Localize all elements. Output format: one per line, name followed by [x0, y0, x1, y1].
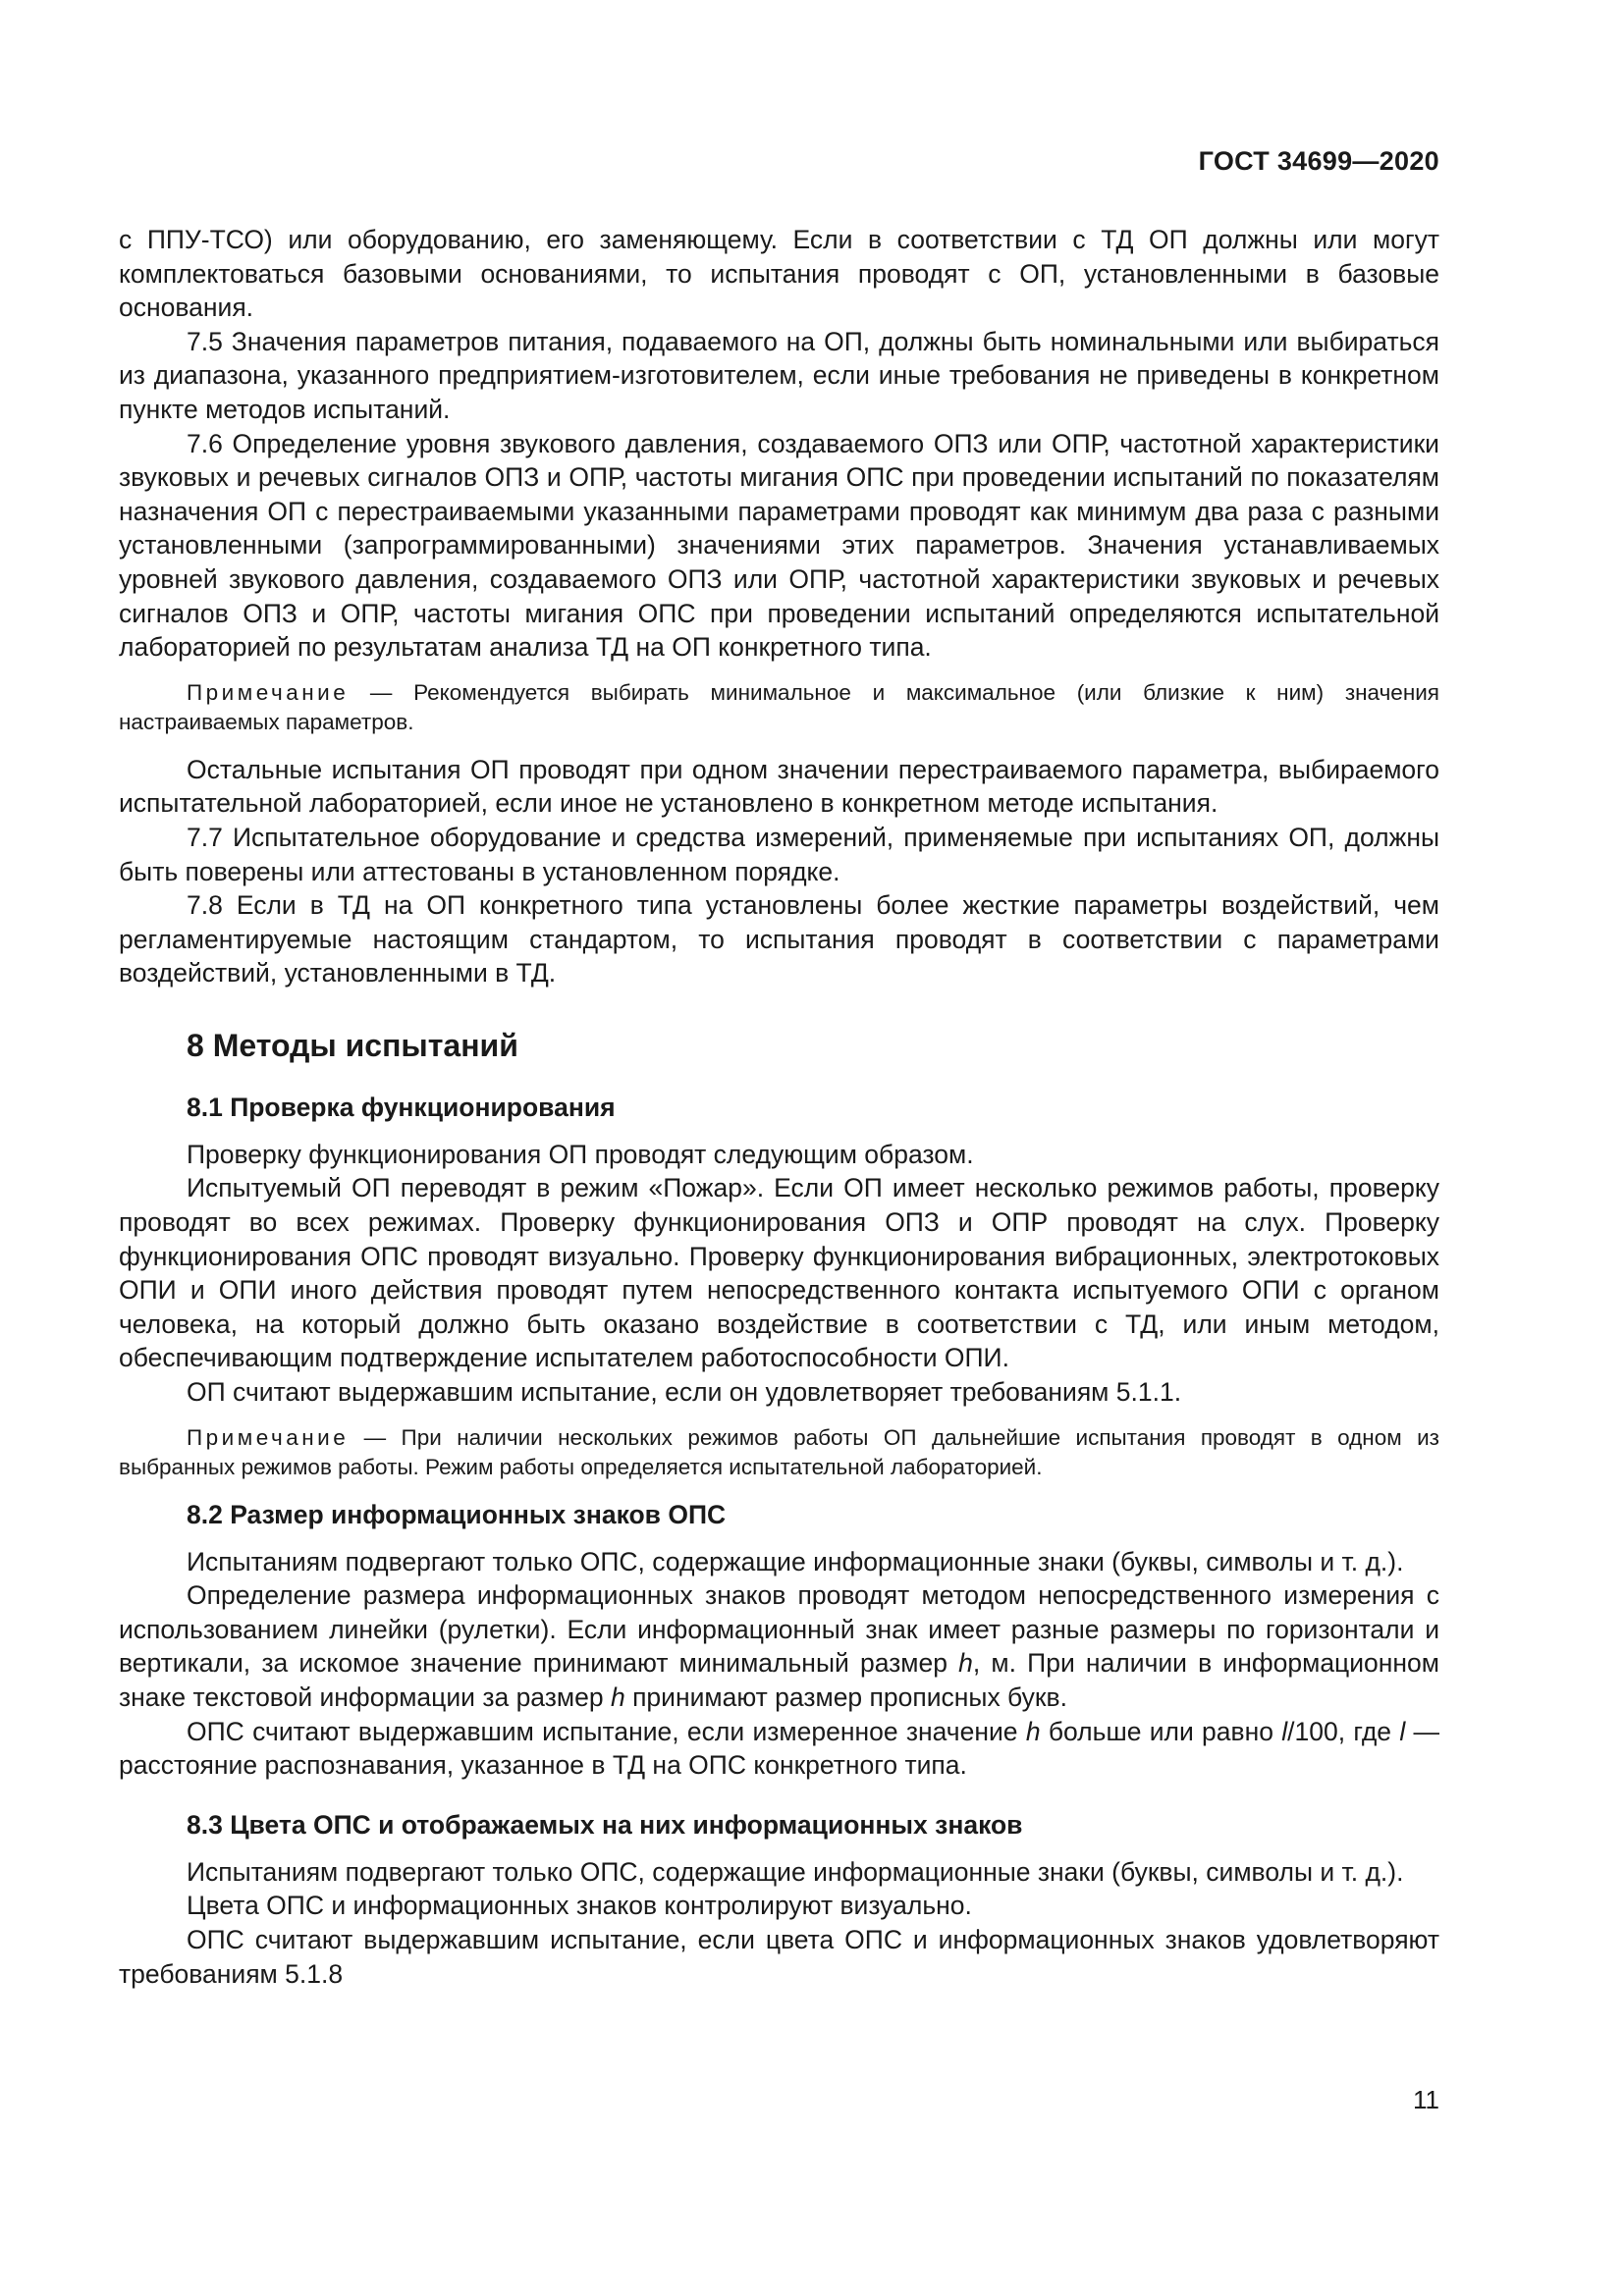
text-run: Определение размера информационных знаков проводят методом непосредственного измерения с использованием линейки (рулетки). Если информационный знак имеет разные размеры по горизонтали и вертикали, за искомое значение принимают минимальный размер: [119, 1580, 1439, 1679]
note-1: [119, 678, 1439, 737]
note-label: Примечание: [187, 1424, 350, 1450]
text-run: принимают размер прописных букв.: [624, 1682, 1067, 1712]
clause-7-8: 7.8 Если в ТД на ОП конкретного типа установлены более жесткие параметры воздействий, чем регламентируемые настоящим стандартом, то испытания проводят в соответствии с параметрами воздействий, установленными в ТД.: [119, 890, 1439, 988]
paragraph: [119, 1578, 1439, 1714]
text-run: /100, где: [1287, 1716, 1400, 1746]
paragraph: [119, 1715, 1439, 1783]
subsection-8-1-heading: 8.1 Проверка функционирования: [187, 1092, 616, 1122]
var-h: h: [958, 1648, 973, 1679]
note-label: Примечание: [187, 679, 350, 705]
note-2: [119, 1423, 1439, 1482]
paragraph: Испытаниям подвергают только ОПС, содержащие информационные знаки (буквы, символы и т. д.).: [187, 1546, 1404, 1576]
paragraph: Испытуемый ОП переводят в режим «Пожар». Если ОП имеет несколько режимов работы, проверку проводят во всех режимах. Проверку функционирования ОПЗ и ОПР проводят на слух. Проверку функционирования ОПС проводят визуально. Проверку функционирования вибрационных, электротоковых ОПИ и ОПИ иного действия проводят путем непосредственного контакта испытуемого ОПИ с органом человека, на который должно быть оказано воздействие в соответствии с ТД, или иным методом, обеспечивающим подтверждение испытателем работоспособности ОПИ.: [119, 1173, 1439, 1373]
page-number: 11: [1413, 2085, 1439, 2114]
paragraph: Проверку функционирования ОП проводят следующим образом.: [187, 1139, 974, 1169]
clause-7-6: 7.6 Определение уровня звукового давления, создаваемого ОПЗ или ОПР, частотной характеристики звуковых и речевых сигналов ОПЗ и ОПР, частоты мигания ОПС при проведении испытаний по показателям назначения ОП с перестраиваемыми указанными параметрами проводят как минимум два раза с разными установленными (запрограммированными) значениями этих параметров. Значения устанавливаемых уровней звукового давления, создаваемого ОПЗ или ОПР, частотной характеристики звуковых и речевых сигналов ОПЗ и ОПР, частоты мигания ОПС при проведении испытаний определяются испытательной лабораторией по результатам анализа ТД на ОП конкретного типа.: [119, 428, 1439, 663]
clause-7-5: 7.5 Значения параметров питания, подаваемого на ОП, должны быть номинальными или выбираться из диапазона, указанного предприятием-изготовителем, если иные требования не приведены в конкретном пункте методов испытаний.: [119, 326, 1439, 424]
text-run: больше или равно: [1040, 1716, 1282, 1746]
standard-header: ГОСТ 34699—2020: [1198, 146, 1439, 176]
text-run: ОПС считают выдержавшим испытание, если измеренное значение: [187, 1716, 1026, 1746]
subsection-8-2-heading: 8.2 Размер информационных знаков ОПС: [187, 1499, 727, 1529]
text-run: , м. При наличии в информационном знаке текстовой информации за размер: [119, 1648, 1440, 1712]
var-h: h: [1025, 1716, 1041, 1746]
paragraph: ОП считают выдержавшим испытание, если он удовлетворяет требованиям 5.1.1.: [187, 1377, 1182, 1408]
paragraph: с ППУ-ТСО) или оборудованию, его заменяющему. Если в соответствии с ТД ОП должны или могут комплектоваться базовыми основаниями, то испытания проводят с ОП, установленными в базовые основания.: [119, 225, 1439, 323]
paragraph: Цвета ОПС и информационных знаков контролируют визуально.: [187, 1891, 972, 1921]
paragraph: Испытаниям подвергают только ОПС, содержащие информационные знаки (буквы, символы и т. д.).: [187, 1856, 1404, 1887]
note-text: — Рекомендуется выбирать минимальное и максимальное (или близкие к ним) значения настраиваемых параметров.: [119, 679, 1439, 734]
section-8-heading: 8 Методы испытаний: [187, 1027, 518, 1063]
note-text: — При наличии нескольких режимов работы ОП дальнейшие испытания проводят в одном из выбранных режимов работы. Режим работы определяется испытательной лабораторией.: [119, 1424, 1439, 1479]
var-h: h: [610, 1682, 625, 1712]
paragraph: ОПС считают выдержавшим испытание, если цвета ОПС и информационных знаков удовлетворяют требованиям 5.1.8: [119, 1924, 1439, 1989]
clause-7-7: 7.7 Испытательное оборудование и средства измерений, применяемые при испытаниях ОП, должны быть поверены или аттестованы в установленном порядке.: [119, 822, 1439, 886]
text-run: — расстояние распознавания, указанное в ТД на ОПС конкретного типа.: [119, 1716, 1439, 1781]
subsection-8-3-heading: 8.3 Цвета ОПС и отображаемых на них информационных знаков: [187, 1809, 1023, 1840]
var-l: l: [1399, 1716, 1406, 1746]
var-l: l: [1281, 1716, 1288, 1746]
page-content: [119, 223, 1439, 1991]
paragraph: Остальные испытания ОП проводят при одном значении перестраиваемого параметра, выбираемого испытательной лабораторией, если иное не установлено в конкретном методе испытания.: [119, 754, 1439, 819]
